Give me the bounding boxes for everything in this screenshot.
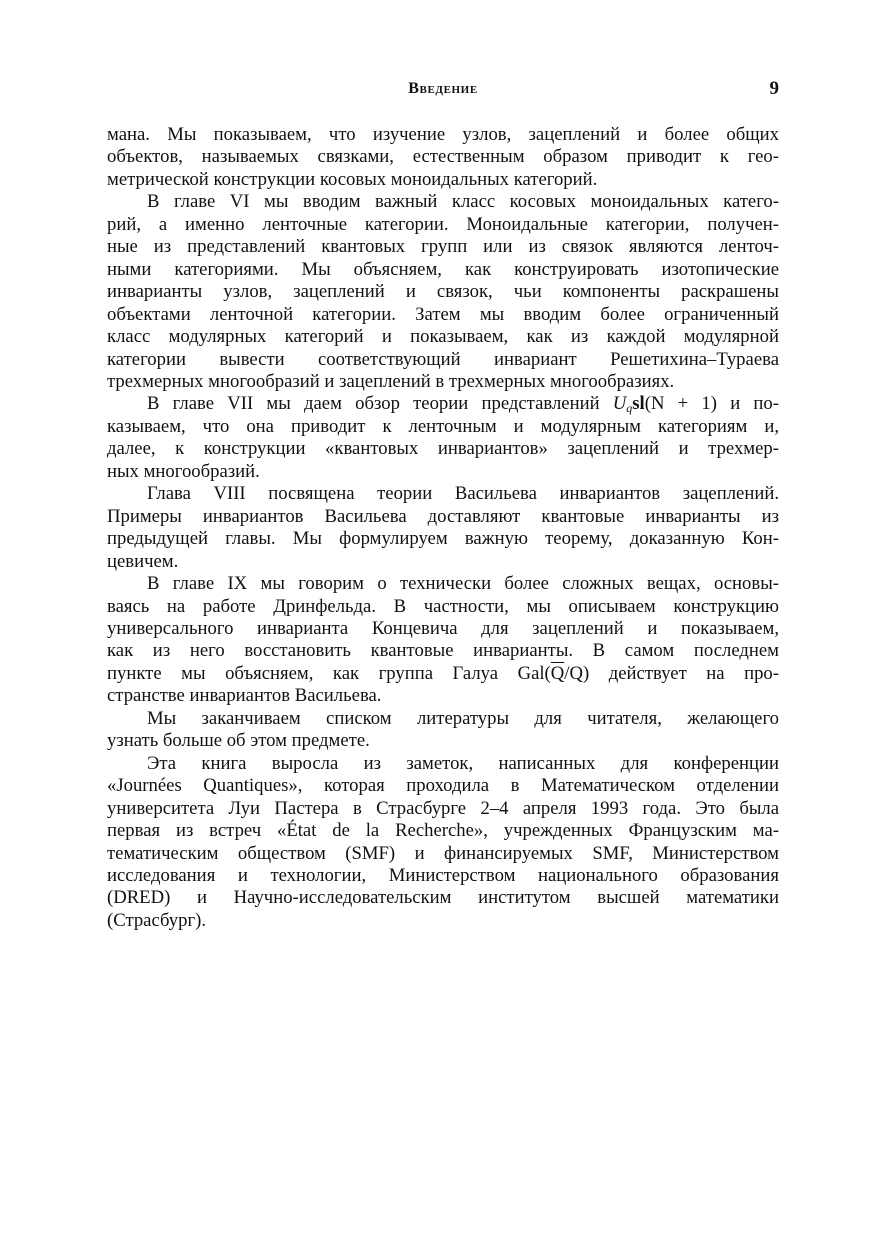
page-number: 9 <box>769 78 779 99</box>
text-line: (DRED) и Научно-исследовательским институтом высшей математики <box>107 887 779 909</box>
math-formula <box>613 393 717 414</box>
text-line: узнать больше об этом предмете. <box>107 730 370 752</box>
math-formula <box>518 663 590 684</box>
text-line: странстве инвариантов Васильева. <box>107 685 382 707</box>
paragraph-4 <box>107 483 779 573</box>
math-symbol: U <box>612 393 627 415</box>
text-line: трехмерных многообразий и зацеплений в трехмерных многообразиях. <box>107 370 675 392</box>
text-line: метрической конструкции косовых моноидальных категорий. <box>107 168 598 190</box>
text-line: университета Луи Пастера в Страсбурге 2–4 апреля 1993 года. Это была <box>107 797 779 819</box>
text-line: тематическим обществом (SMF) и финансируемых SMF, Министерством <box>107 842 779 864</box>
text-line: рий, а именно ленточные категории. Моноидальные категории, получен- <box>107 213 779 235</box>
text-line: ными категориями. Мы объясняем, как конструировать изотопические <box>107 258 779 280</box>
paragraph-3 <box>107 393 779 483</box>
text-line: как из него восстановить квантовые инварианты. В самом последнем <box>107 640 779 662</box>
text-line: объектов, называемых связками, естественным образом приводит к гео- <box>107 146 779 168</box>
text-line: инварианты узлов, зацеплений и связок, чьи компоненты раскрашены <box>107 281 779 303</box>
text-line: ваясь на работе Дринфельда. В частности, мы описываем конструкцию <box>107 595 779 617</box>
math-symbol: /Q) <box>564 662 590 684</box>
text-line: Примеры инвариантов Васильева доставляют квантовые инварианты из <box>107 505 779 527</box>
paragraph-6 <box>107 708 779 753</box>
text-line: В главе VI мы вводим важный класс косовых моноидальных катего- <box>147 191 779 213</box>
text-line: Мы заканчиваем списком литературы для читателя, желающего <box>147 707 779 729</box>
text-fragment: и по- <box>717 393 779 415</box>
text-line <box>107 393 779 415</box>
text-line: казываем, что она приводит к ленточным и модулярным категориям и, <box>107 415 779 437</box>
chapter-title: Введение <box>408 80 478 97</box>
running-header <box>107 80 779 106</box>
math-symbol: (N + 1) <box>644 393 717 415</box>
text-line: исследования и технологии, Министерством национального образования <box>107 864 779 886</box>
paragraph-1 <box>107 124 779 191</box>
text-line: «Journées Quantiques», которая проходила в Математическом отделении <box>107 775 779 797</box>
text-line: предыдущей главы. Мы формулируем важную теорему, доказанную Кон- <box>107 528 779 550</box>
text-line: Глава VIII посвящена теории Васильева инвариантов зацеплений. <box>147 483 779 505</box>
text-line: цевичем. <box>107 550 179 572</box>
math-symbol: $\overline{Q}$ <box>550 662 565 684</box>
math-subscript: q <box>626 401 633 416</box>
paragraph-2 <box>107 191 779 393</box>
text-line: объектами ленточной категории. Затем мы вводим более ограниченный <box>107 303 779 325</box>
math-symbol: Gal( <box>517 662 551 684</box>
text-line: (Страсбург). <box>107 909 207 931</box>
text-line: универсального инварианта Концевича для зацеплений и показываем, <box>107 617 779 639</box>
text-line: В главе IX мы говорим о технически более сложных вещах, основы- <box>147 573 779 595</box>
paragraph-5 <box>107 573 779 708</box>
math-symbol: sl <box>632 393 645 415</box>
text-line: ных многообразий. <box>107 460 260 482</box>
text-fragment: действует на про- <box>589 662 779 684</box>
text-fragment: пункте мы объясняем, как группа Галуа <box>107 662 518 684</box>
body-text <box>107 124 779 932</box>
text-line: мана. Мы показываем, что изучение узлов, зацеплений и более общих <box>107 124 779 145</box>
text-line: категории вывести соответствующий инвариант Решетихина–Тураева <box>107 348 779 370</box>
text-line: класс модулярных категорий и показываем, как из каждой модулярной <box>107 326 779 348</box>
text-line: далее, к конструкции «квантовых инвариантов» зацеплений и трехмер- <box>107 438 779 460</box>
text-line: ные из представлений квантовых групп или из связок являются ленточ- <box>107 236 779 258</box>
text-fragment: В главе VII мы даем обзор теории представлений <box>147 393 613 415</box>
text-line <box>107 663 779 685</box>
text-line: первая из встреч «État de la Recherche», учрежденных Французским ма- <box>107 820 779 842</box>
text-line: Эта книга выросла из заметок, написанных для конференции <box>147 752 779 774</box>
paragraph-7 <box>107 753 779 933</box>
